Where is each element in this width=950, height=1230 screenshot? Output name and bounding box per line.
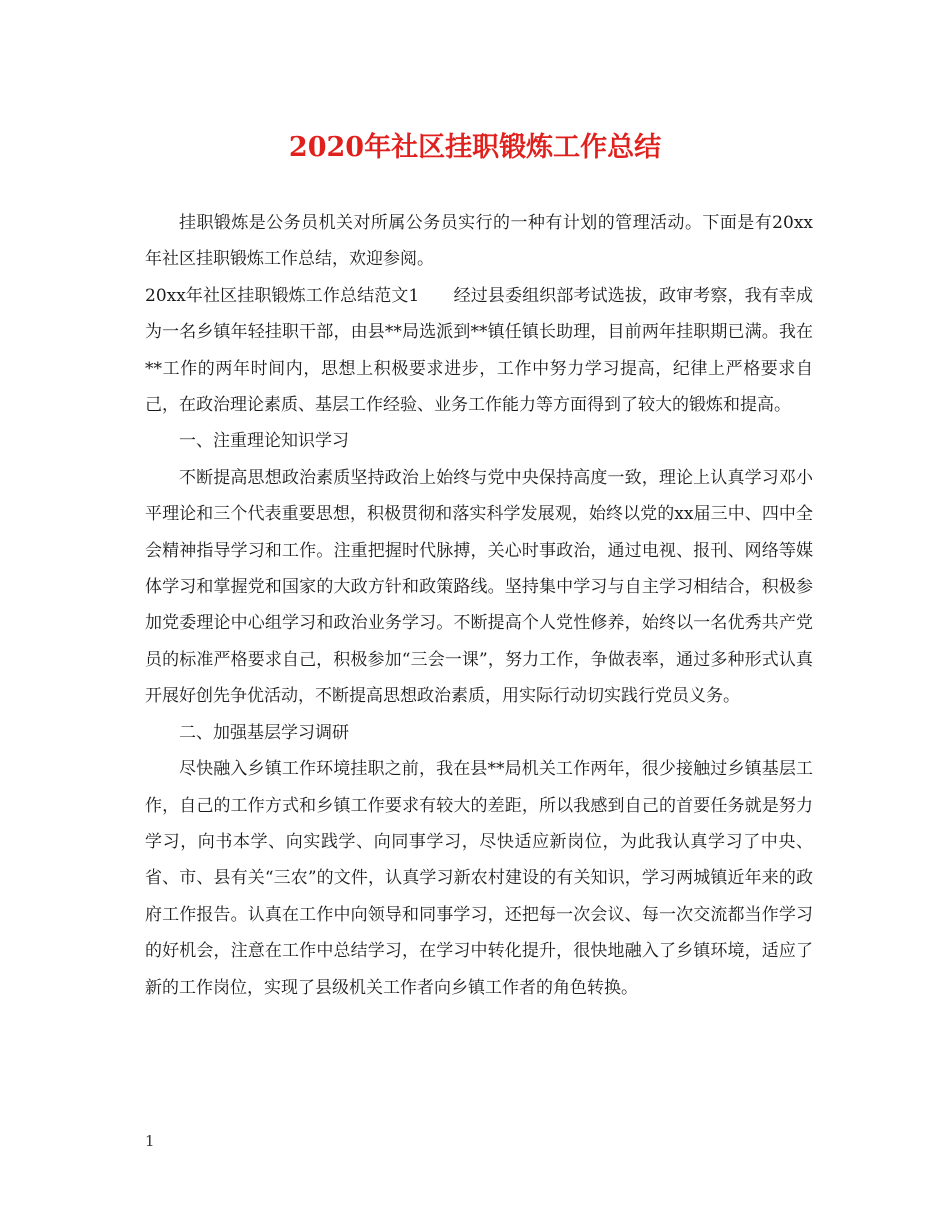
page-number: 1 bbox=[145, 1132, 155, 1150]
section-paragraph-1: 不断提高思想政治素质坚持政治上始终与党中央保持高度一致，理论上认真学习邓小平理论和三个代表重要思想，积极贯彻和落实科学发展观，始终以党的xx届三中、四中全会精神指导学习和工作。注重把握时代脉搏，关心时事政治，通过电视、报刊、网络等媒体学习和掌握党和国家的大政方针和政策路线。坚持集中学习与自主学习相结合，积极参加党委理论中心组学习和政治业务学习。不断提高个人党性修养，始终以一名优秀共产党员的标准严格要求自己，积极参加“三会一课”，努力工作，争做表率，通过多种形式认真开展好创先争优活动，不断提高思想政治素质，用实际行动切实践行党员义务。 bbox=[145, 467, 813, 707]
section-heading-1: 一、注重理论知识学习 bbox=[179, 431, 349, 452]
intro-paragraph: 挂职锻炼是公务员机关对所属公务员实行的一种有计划的管理活动。下面是有20xx年社区挂职锻炼工作总结，欢迎参阅。 bbox=[145, 213, 813, 270]
section-heading-2: 二、加强基层学习调研 bbox=[179, 722, 349, 743]
document-body bbox=[145, 205, 813, 1006]
sample-paragraph: 20xx年社区挂职锻炼工作总结范文1 经过县委组织部考试选拔，政审考察，我有幸成为一名乡镇年轻挂职干部，由县**局选派到**镇任镇长助理，目前两年挂职期已满。我在**工作的两年时间内，思想上积极要求进步，工作中努力学习提高，纪律上严格要求自己，在政治理论素质、基层工作经验、业务工作能力等方面得到了较大的锻炼和提高。 bbox=[145, 285, 813, 416]
document-title: 2020年社区挂职锻炼工作总结 bbox=[288, 132, 662, 163]
section-paragraph-2: 尽快融入乡镇工作环境挂职之前，我在县**局机关工作两年，很少接触过乡镇基层工作，自己的工作方式和乡镇工作要求有较大的差距，所以我感到自己的首要任务就是努力学习，向书本学、向实践学、向同事学习，尽快适应新岗位，为此我认真学习了中央、省、市、县有关“三农”的文件，认真学习新农村建设的有关知识，学习两城镇近年来的政府工作报告。认真在工作中向领导和同事学习，还把每一次会议、每一次交流都当作学习的好机会，注意在工作中总结学习，在学习中转化提升，很快地融入了乡镇环境，适应了新的工作岗位，实现了县级机关工作者向乡镇工作者的角色转换。 bbox=[145, 759, 813, 998]
